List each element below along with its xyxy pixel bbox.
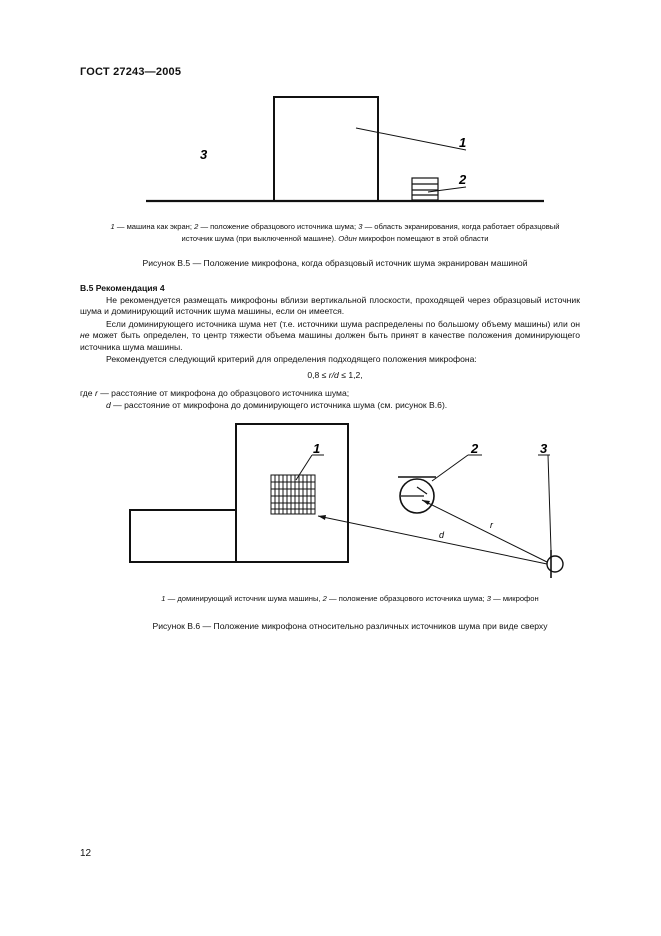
text-run: источник шума (при выключенной машине).	[181, 234, 339, 243]
text-run: Если доминирующего источника шума нет (т.е. источники шума распределены по большому объему машины) или он	[106, 319, 580, 329]
distance-d-line	[318, 516, 547, 564]
text-run: — положение образцового источника шума;	[198, 222, 359, 231]
text-run: 2	[194, 222, 199, 231]
machine-main-block	[236, 424, 348, 562]
leader-1	[356, 128, 466, 150]
text-run: — расстояние от микрофона до образцового источника шума;	[97, 388, 350, 398]
label-1: 1	[313, 441, 321, 456]
microphone-symbol	[547, 550, 563, 578]
where-r-line	[80, 388, 349, 399]
reference-source-box	[412, 178, 438, 200]
text-run: не	[80, 330, 90, 341]
text-run: где	[80, 388, 95, 398]
dominant-source-grid	[271, 475, 315, 514]
label-3: 3	[540, 441, 548, 456]
figure-b5-title: Рисунок В.5 — Положение микрофона, когда образцовый источник шума экранирован машиной	[142, 258, 528, 268]
paragraph-3: Рекомендуется следующий критерий для определения подходящего положения микрофона:	[106, 354, 477, 364]
text-run: 2	[322, 594, 327, 603]
text-run: микрофон помещают в этой области	[356, 234, 489, 243]
text-run: — область экранирования, когда работает образцовый	[362, 222, 560, 231]
text-run: 0,8 ≤	[307, 370, 329, 380]
text-run: Один	[338, 234, 357, 243]
text-run: 1	[110, 222, 115, 231]
machine-side-block	[130, 510, 236, 562]
figure-b5-diagram	[0, 0, 661, 215]
leader-3	[548, 455, 551, 550]
text-run: 3	[358, 222, 363, 231]
text-run: — микрофон	[491, 594, 539, 603]
page-number: 12	[80, 848, 92, 859]
paragraph-1: Не рекомендуется размещать микрофоны вблизи вертикальной плоскости, проходящей через образцовый источник шума и доминирующий источник шума машины, если он имеется.	[80, 295, 580, 317]
figure-b5-caption-line2	[80, 233, 590, 245]
figure-b6-caption	[80, 593, 620, 605]
figure-b5-caption	[80, 221, 590, 245]
text-run: r	[94, 388, 98, 398]
label-r: r	[490, 520, 493, 530]
label-2: 2	[471, 441, 479, 456]
machine-rectangle	[274, 97, 378, 201]
leader-1	[296, 455, 312, 480]
text-run: 3	[486, 594, 492, 603]
reference-source-symbol	[398, 477, 436, 513]
text-run: d	[106, 400, 111, 410]
label-d: d	[439, 530, 445, 540]
text-run: 1	[161, 594, 166, 603]
text-run: — положение образцового источника шума;	[326, 594, 487, 603]
figure-b5-caption-line1	[80, 221, 590, 233]
leader-2	[432, 455, 468, 481]
text-run: ≤ 1,2,	[338, 370, 363, 380]
figure-b6-diagram	[0, 410, 661, 590]
text-run: — машина как экран;	[114, 222, 195, 231]
label-1: 1	[459, 135, 467, 150]
document-header: ГОСТ 27243—2005	[80, 66, 182, 78]
text-run: — расстояние от микрофона до доминирующего источника шума (см. рисунок В.6).	[110, 400, 448, 410]
paragraph-2	[80, 319, 580, 353]
label-3: 3	[200, 147, 208, 162]
label-2: 2	[459, 172, 467, 187]
text-run: r/d	[328, 370, 339, 380]
section-heading: В.5 Рекомендация 4	[80, 283, 165, 293]
text-run: может быть определен, то центр тяжести объема машины должен быть принят в качестве положения доминирующего источника шума машины.	[80, 330, 580, 352]
text-run: — доминирующий источник шума машины,	[165, 594, 323, 603]
formula	[80, 370, 590, 381]
figure-b6-title: Рисунок В.6 — Положение микрофона относительно различных источников шума при виде сверху	[152, 621, 548, 631]
